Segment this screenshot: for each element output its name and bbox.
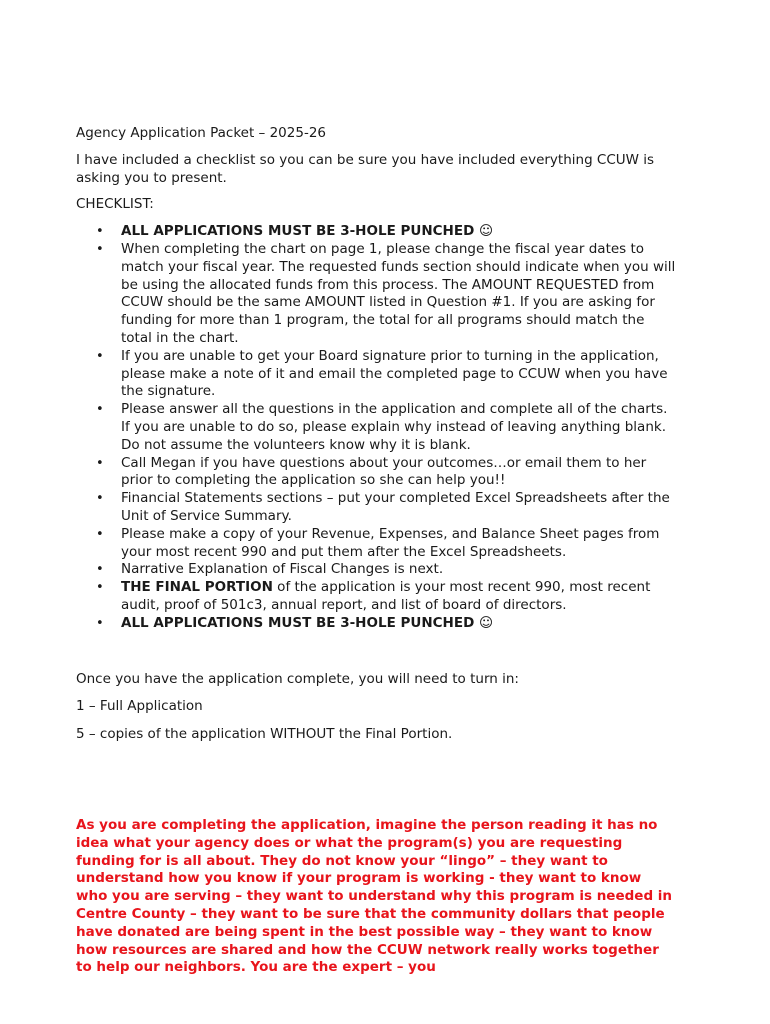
bullet-icon: • [96,455,104,471]
checklist-item: • Please answer all the questions in the application and complete all of the charts. If you are unable to do so, please explain why instead of leaving anything blank. Do not assume the volunteers know why it is blank. [96,401,668,453]
checklist-item: • ALL APPLICATIONS MUST BE 3-HOLE PUNCHED ☺ [96,614,494,631]
checklist [76,223,676,632]
bullet-icon: • [96,562,104,578]
checklist-item: • When completing the chart on page 1, please change the fiscal year dates to match your fiscal year. The requested funds section should indicate when you will be using the allocated funds from this process. The AMOUNT REQUESTED from CCUW should be the same AMOUNT listed in Question #1. If you are asking for funding for more than 1 program, the total for all programs should match the total in the chart. [96,240,676,346]
checklist-heading: CHECKLIST: [76,196,154,213]
checklist-item: • If you are unable to get your Board signature prior to turning in the application, please make a note of it and email the completed page to CCUW when you have the signature. [96,347,668,400]
checklist-item: • ALL APPLICATIONS MUST BE 3-HOLE PUNCHED ☺ [96,223,494,240]
turn-in-item: 5 – copies of the application WITHOUT the Final Portion. [76,726,453,743]
turn-in-item: 1 – Full Application [76,698,203,715]
bullet-icon: • [96,526,104,542]
bullet-icon: • [96,615,104,631]
bullet-icon: • [96,224,104,240]
checklist-item: • Please make a copy of your Revenue, Expenses, and Balance Sheet pages from your most recent 990 and put them after the Excel Spreadsheets. [96,525,660,560]
checklist-item: • Financial Statements sections – put your completed Excel Spreadsheets after the Unit of Service Summary. [96,490,670,524]
turn-in-intro: Once you have the application complete, you will need to turn in: [76,670,519,687]
document-title: Agency Application Packet – 2025-26 [76,125,326,141]
bullet-icon: • [96,402,104,418]
bullet-icon: • [96,348,104,364]
bullet-icon: • [96,241,104,257]
intro-paragraph: I have included a checklist so you can be sure you have included everything CCUW is asking you to present. [76,151,655,186]
bullet-icon: • [96,491,104,507]
warning-paragraph: As you are completing the application, imagine the person reading it has no idea what your agency does or what the program(s) you are requesting funding for is all about. They do not know your “lingo” – they want to understand how you know if your program is working - they want to know who you are serving – they want to understand why this program is needed in Centre County – they want to be sure that the community dollars that people have donated are being spent in the best possible way – they want to know how resources are shared and how the CCUW network really works together to help our neighbors. You are the expert – you [76,817,673,976]
document-body [76,125,676,744]
checklist-item: • THE FINAL PORTION of the application is your most recent 990, most recent audit, proof of 501c3, annual report, and list of board of directors. [96,579,651,613]
bullet-icon: • [96,580,104,596]
checklist-item: • Call Megan if you have questions about your outcomes…or email them to her prior to completing the application so she can help you!! [96,454,647,489]
checklist-item: • Narrative Explanation of Fiscal Changes is next. [96,561,444,578]
